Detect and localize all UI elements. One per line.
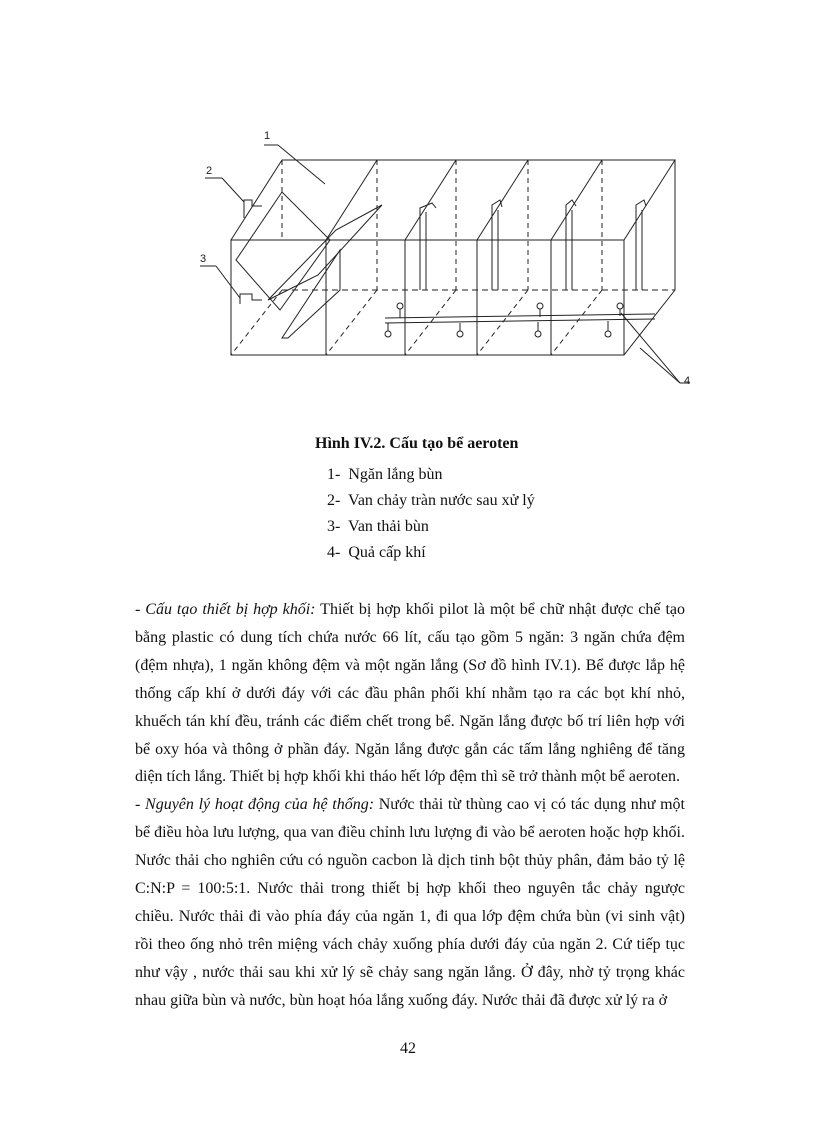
legend-text: Van thải bùn — [348, 518, 429, 535]
legend-item — [327, 540, 735, 566]
paragraph-principle — [135, 791, 685, 1014]
air-pipes — [420, 200, 646, 290]
paragraph-lead: - Cấu tạo thiết bị hợp khối: — [135, 601, 316, 618]
air-manifold — [385, 314, 655, 318]
figure-title: Hình IV.2. Cấu tạo bể aeroten — [315, 435, 519, 452]
legend-text: Van chảy tràn nước sau xử lý — [348, 492, 535, 509]
legend-num: 2- — [327, 492, 341, 509]
page-number: 42 — [400, 1040, 416, 1057]
legend-num: 3- — [327, 518, 341, 535]
paragraph-text: Nước thải từ thùng cao vị có tác dụng như một bể điều hòa lưu lượng, qua van điều chỉnh lưu lượng đi vào bể aeroten hoặc hợp khối. Nước thải cho nghiên cứu có nguồn cacbon là dịch tinh bột thủy phân, đảm bảo tỷ lệ C:N:P = 100:5:1. Nước thải trong thiết bị hợp khối theo nguyên tắc chảy ngược chiều. Nước thải đi vào phía đáy của ngăn 1, đi qua lớp đệm chứa bùn (vi sinh vật) rồi theo ống nhỏ trên miệng vách chảy xuống phía dưới đáy của ngăn 2. Cứ tiếp tục như vậy , nước thải sau khi xử lý sẽ chảy sang ngăn lắng. Ở đây, nhờ tỷ trọng khác nhau giữa bùn và nước, bùn hoạt hóa lắng xuống đáy. Nước thải đã được xử lý ra ở — [135, 796, 685, 1009]
legend-item — [327, 514, 735, 540]
sludge-valve — [240, 294, 262, 304]
legend-item — [327, 488, 735, 514]
legend-num: 4- — [327, 544, 341, 561]
legend-item — [327, 462, 735, 488]
aeroten-tank-diagram — [180, 112, 720, 402]
figure-label-2: 2 — [206, 165, 213, 177]
tank-top-face — [231, 160, 675, 240]
legend-num: 1- — [327, 466, 341, 483]
body-text — [135, 596, 685, 1015]
figure-label-1: 1 — [264, 130, 271, 142]
settling-plate-2 — [268, 205, 382, 300]
paragraph-text: Thiết bị hợp khối pilot là một bể chữ nhật được chế tạo bằng plastic có dung tích chứa nước 66 lít, cấu tạo gồm 5 ngăn: 3 ngăn chứa đệm (đệm nhựa), 1 ngăn không đệm và một ngăn lắng (Sơ đồ hình IV.1). Bể được lắp hệ thống cấp khí ở dưới đáy với các đầu phân phối khí nhằm tạo ra các bọt khí nhỏ, khuếch tán khí đều, tránh các điểm chết trong bể. Ngăn lắng được bố trí liên hợp với bể oxy hóa và thông ở phần đáy. Ngăn lắng được gắn các tấm lắng nghiêng để tăng diện tích lắng. Thiết bị hợp khối khi tháo hết lớp đệm thì sẽ trở thành một bể aeroten. — [135, 601, 685, 786]
figure-caption — [315, 434, 735, 566]
figure-label-4: 4 — [684, 375, 691, 387]
legend-text: Quả cấp khí — [348, 544, 426, 561]
paragraph-structure — [135, 596, 685, 791]
settling-plate-3 — [282, 250, 340, 338]
paragraph-lead: - Nguyên lý hoạt động của hệ thống: — [135, 796, 375, 814]
legend-text: Ngăn lắng bùn — [348, 466, 443, 483]
figure-legend — [315, 462, 735, 566]
tank-front-face — [231, 240, 624, 355]
figure-label-3: 3 — [200, 253, 207, 265]
